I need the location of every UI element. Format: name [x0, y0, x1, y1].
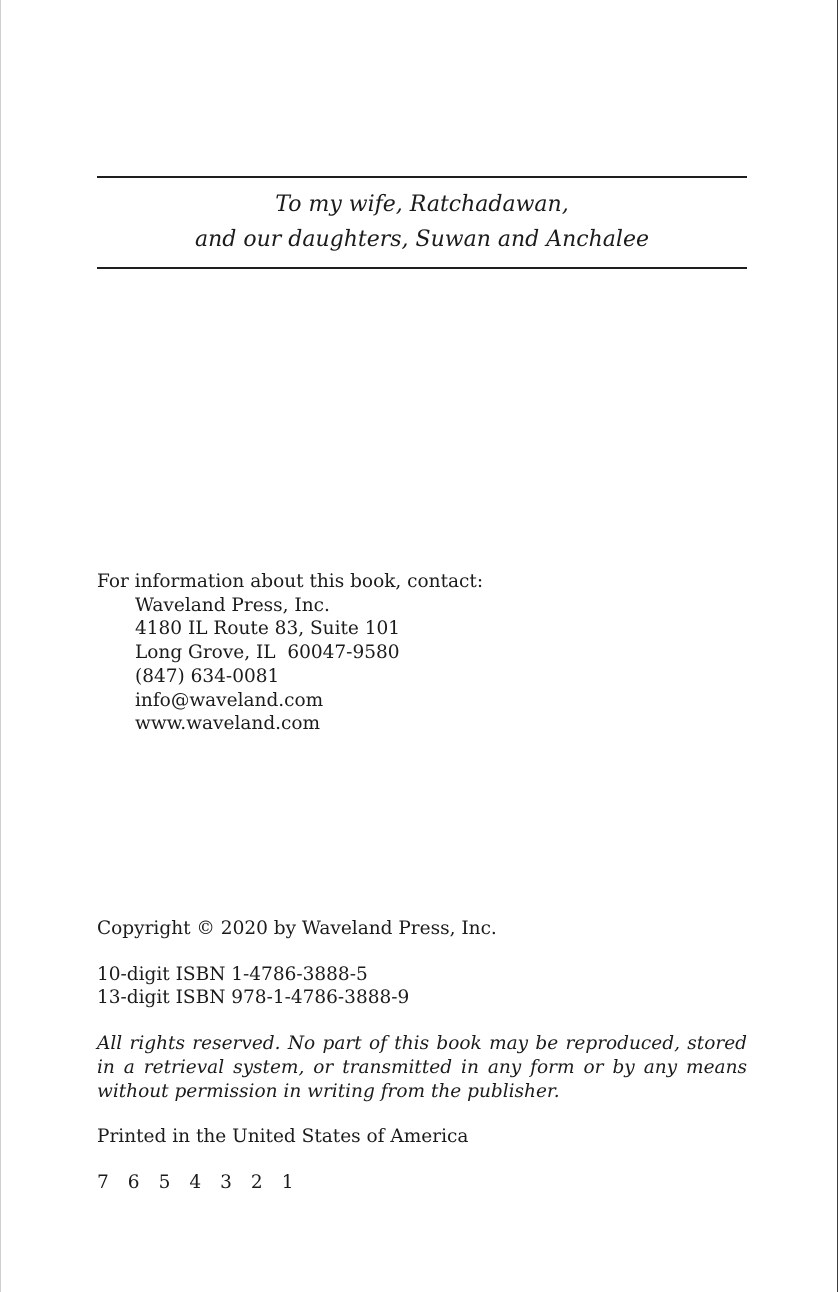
publisher-name: Waveland Press, Inc. — [135, 594, 330, 616]
dedication-line-1: To my wife, Ratchadawan, — [275, 192, 569, 217]
printing-number: 5 — [158, 1171, 171, 1193]
rights-statement: All rights reserved. No part of this book may be reproduced, stored in a retrieval system, or transmitted in any form or by any means without permission in writing from the publisher. — [97, 1033, 747, 1102]
isbn-13: 13-digit ISBN 978-1-4786-3888-9 — [97, 987, 410, 1009]
dedication-block — [97, 176, 747, 269]
phone-number: (847) 634-0081 — [135, 665, 280, 687]
printing-number: 6 — [127, 1171, 140, 1193]
website-url: www.waveland.com — [135, 713, 321, 735]
dedication-line-2: and our daughters, Suwan and Anchalee — [194, 227, 649, 252]
printing-number: 4 — [189, 1171, 202, 1193]
printed-in: Printed in the United States of America — [97, 1126, 469, 1148]
email-address: info@waveland.com — [135, 689, 324, 711]
dedication-text — [97, 178, 747, 267]
printing-number: 1 — [281, 1171, 294, 1193]
address-line-1: 4180 IL Route 83, Suite 101 — [135, 618, 401, 640]
address-line-2: Long Grove, IL 60047-9580 — [135, 642, 400, 664]
page-edge-left — [0, 0, 1, 1292]
page-edge-right — [837, 0, 838, 1292]
printing-number: 7 — [97, 1171, 109, 1193]
contact-heading: For information about this book, contact: — [97, 571, 484, 592]
contact-details — [97, 594, 483, 736]
printing-number: 3 — [220, 1171, 232, 1193]
printing-number: 2 — [250, 1171, 263, 1193]
copyright-block — [97, 917, 747, 1195]
copyright-notice: Copyright © 2020 by Waveland Press, Inc. — [97, 918, 497, 939]
isbn-10: 10-digit ISBN 1-4786-3888-5 — [97, 963, 368, 985]
printing-line — [97, 1171, 747, 1195]
contact-block — [97, 570, 483, 736]
dedication-bottom-rule — [97, 267, 747, 269]
